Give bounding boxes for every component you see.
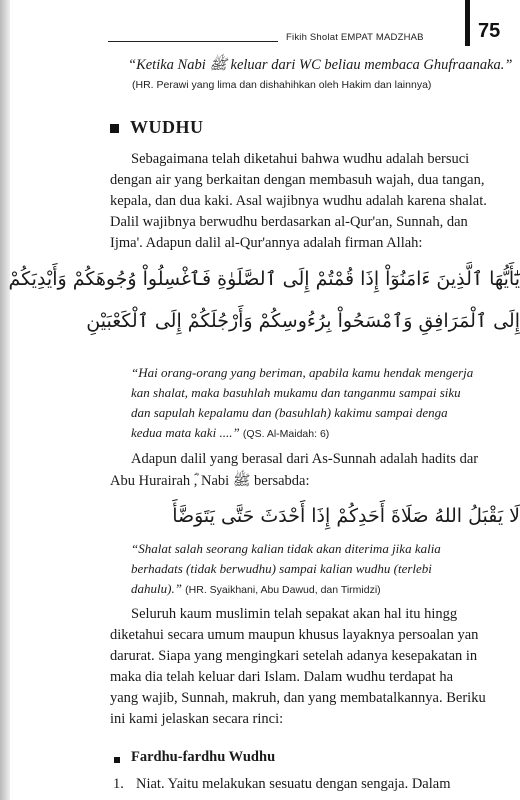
list-item-text: Niat. Yaitu melakukan sesuatu dengan sengaja. Dalam: [136, 776, 451, 792]
paragraph-line: diketahui secara umum maupun khusus layaknya persoalan yan: [110, 627, 479, 643]
verse-source: (QS. Al-Maidah: 6): [242, 428, 330, 440]
paragraph-line: maka dia telah keluar dari Islam. Dalam wudhu terdapat ha: [110, 669, 454, 685]
page-number: 75: [478, 20, 501, 42]
hadith-translation-line: berhadats (tidak berwudhu) sampai kalian wudhu (terlebi: [131, 561, 432, 576]
subsection-bullet: [114, 757, 120, 763]
hadith-translation-last-line: [131, 581, 381, 597]
paragraph-line: darurat. Siapa yang mengingkari setelah adanya kesepakatan in: [110, 648, 478, 664]
hadith-translation-line: “Shalat salah seorang kalian tidak akan diterima jika kalia: [131, 541, 441, 556]
verse-translation-line: kedua mata kaki ....”: [131, 425, 240, 440]
header-rule: [108, 41, 278, 42]
quote-source: (HR. Perawi yang lima dan dishahihkan oleh Hakim dan lainnya): [132, 79, 432, 91]
page-gutter-shadow: [0, 0, 10, 800]
paragraph-line: Seluruh kaum muslimin telah sepakat akan hal itu hingg: [131, 606, 458, 622]
paragraph-line: Ijma'. Adapun dalil al-Qur'annya adalah firman Allah:: [110, 235, 423, 251]
paragraph-line: yang wajib, Sunnah, makruh, dan yang membatalkannya. Beriku: [110, 690, 486, 706]
hadith-source: (HR. Syaikhani, Abu Dawud, dan Tirmidzi): [185, 584, 381, 596]
list-item-number: 1.: [113, 776, 124, 792]
header-bar: [465, 0, 470, 46]
paragraph-line: ini kami jelaskan secara rinci:: [110, 711, 284, 727]
verse-arabic-line: يَٰٓأَيُّهَا ٱلَّذِينَ ءَامَنُوٓاْ إِذَا قُمْتُمْ إِلَى ٱلصَّلَوٰةِ فَٱغْسِلُواْ وُجُوهَكُمْ وَأَيْدِيَكُمْ: [8, 268, 520, 290]
paragraph-line: Dalil wajibnya berwudhu berdasarkan al-Qur'an, Sunnah, dan: [110, 214, 468, 230]
verse-translation-line: kan shalat, maka basuhlah mukamu dan tanganmu sampai siku: [131, 385, 461, 400]
running-title: Fikih Sholat EMPAT MADZHAB: [286, 32, 424, 43]
verse-translation-last-line: [131, 425, 329, 441]
quote-text: “Ketika Nabi ﷺ keluar dari WC beliau membaca Ghufraanaka.”: [128, 57, 513, 73]
verse-translation-line: “Hai orang-orang yang beriman, apabila kamu hendak mengerja: [131, 365, 474, 380]
subsection-title: Fardhu-fardhu Wudhu: [131, 749, 276, 765]
verse-arabic-line: إِلَى ٱلْمَرَافِقِ وَٱمْسَحُواْ بِرُءُوسِكُمْ وَأَرْجُلَكُمْ إِلَى ٱلْكَعْبَيْنِ: [86, 310, 520, 332]
paragraph-line: Sebagaimana telah diketahui bahwa wudhu adalah bersuci: [131, 151, 470, 167]
paragraph-line: kepala, dan dua kaki. Asal wajibnya wudhu adalah karena shalat.: [110, 193, 487, 209]
section-title: WUDHU: [130, 117, 204, 137]
verse-translation-line: dan sapulah kepalamu dan (basuhlah) kakimu sampai denga: [131, 405, 448, 420]
paragraph-line: Abu Hurairah ؓ, Nabi ﷺ bersabda:: [110, 473, 310, 489]
hadith-translation-line: dahulu).”: [131, 581, 182, 596]
paragraph-line: Adapun dalil yang berasal dari As-Sunnah adalah hadits dar: [131, 451, 479, 467]
section-bullet: [110, 124, 119, 133]
paragraph-line: dengan air yang berkaitan dengan membasuh wajah, dua tangan,: [110, 172, 485, 188]
hadith-arabic: لَا يَقْبَلُ اللهُ صَلَاةَ أَحَدِكُمْ إِذَا أَحْدَثَ حَتَّى يَتَوَضَّأَ: [172, 505, 520, 527]
